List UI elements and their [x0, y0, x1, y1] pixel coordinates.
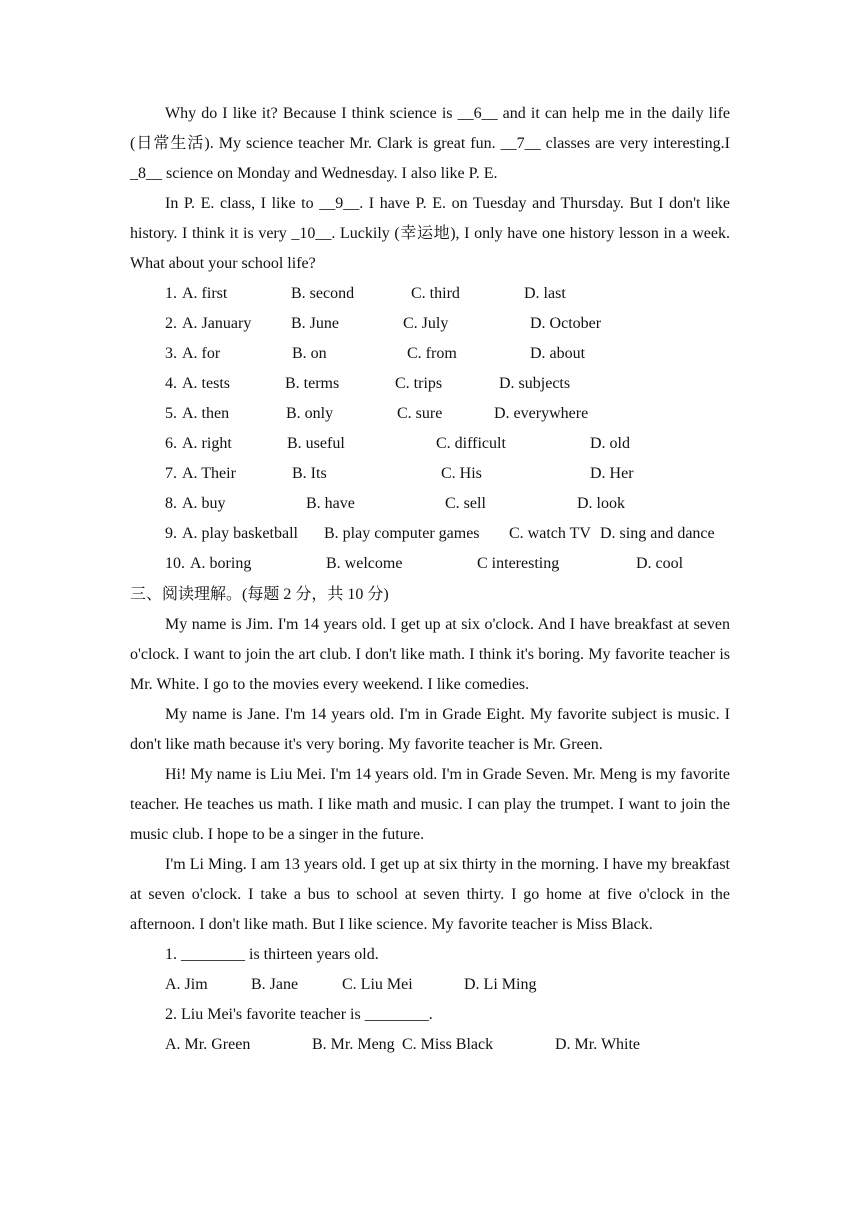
reading-paragraph-jim: My name is Jim. I'm 14 years old. I get up at six o'clock. And I have breakfast at seven o'clock. I want to join the art club. I don't like math. I think it's boring. My favorite teacher is Mr. White. I go to the movies every weekend. I like comedies.: [130, 616, 730, 693]
question-number: 9.: [165, 525, 177, 542]
option-c: C interesting: [477, 555, 560, 572]
option-c: C. Liu Mei: [342, 976, 413, 993]
question-number: 5.: [165, 405, 177, 422]
cloze-question-5: [130, 399, 730, 429]
option-a: A. right: [182, 435, 232, 452]
option-a: A. then: [182, 405, 230, 422]
option-b: B. June: [291, 315, 339, 332]
option-b: B. play computer games: [324, 525, 480, 542]
option-b: B. terms: [285, 375, 340, 392]
option-d: D. sing and dance: [600, 525, 715, 542]
option-b: B. Jane: [251, 976, 299, 993]
cloze-question-1: [130, 279, 730, 309]
option-a: A. first: [182, 285, 228, 302]
option-a: A. for: [182, 345, 221, 362]
option-c: C. sell: [445, 495, 486, 512]
option-b: B. useful: [287, 435, 345, 452]
option-a: A. Jim: [165, 976, 208, 993]
question-number: 2.: [165, 315, 177, 332]
cloze-paragraph-1: Why do I like it? Because I think science is __6__ and it can help me in the daily life (日常生活). My science teacher Mr. Clark is great fun. __7__ classes are very interesting.I _8__ science on Monday and Wednesday. I also like P. E.: [130, 105, 730, 182]
question-number: 1.: [165, 285, 177, 302]
option-a: A. buy: [182, 495, 226, 512]
option-b: B. welcome: [326, 555, 403, 572]
cloze-options: [130, 279, 730, 579]
section-title: 三、阅读理解。: [130, 584, 243, 603]
cloze-question-9: [130, 519, 730, 549]
option-d: D. Her: [590, 465, 634, 482]
cloze-question-4: [130, 369, 730, 399]
reading-paragraph-liu-mei: Hi! My name is Liu Mei. I'm 14 years old. I'm in Grade Seven. Mr. Meng is my favorite teacher. He teaches us math. I like math and music. I can play the trumpet. I want to join the music club. I hope to be a singer in the future.: [130, 766, 730, 843]
question-number: 6.: [165, 435, 177, 452]
option-d: D. Mr. White: [555, 1036, 641, 1053]
option-c: C. His: [441, 465, 482, 482]
option-c: C. watch TV: [509, 525, 591, 542]
option-c: C. difficult: [436, 435, 506, 452]
option-d: D. old: [590, 435, 630, 452]
cloze-paragraph-2: In P. E. class, I like to __9__. I have P. E. on Tuesday and Thursday. But I don't like history. I think it is very _10__. Luckily (幸运地), I only have one history lesson in a week. What about your school life?: [130, 195, 730, 272]
option-a: A. January: [182, 315, 252, 332]
option-a: A. Mr. Green: [165, 1036, 251, 1053]
reading-question-2-options: [130, 1030, 730, 1060]
question-number: 7.: [165, 465, 177, 482]
option-d: D. look: [577, 495, 625, 512]
option-a: A. tests: [182, 375, 230, 392]
option-d: D. everywhere: [494, 405, 589, 422]
question-number: 8.: [165, 495, 177, 512]
cloze-question-3: [130, 339, 730, 369]
option-c: C. July: [403, 315, 449, 332]
option-d: D. subjects: [499, 375, 571, 392]
worksheet-page: [130, 99, 730, 1060]
cloze-question-10: [130, 549, 730, 579]
section-heading: [130, 579, 730, 610]
option-c: C. sure: [397, 405, 443, 422]
option-c: C. Miss Black: [402, 1036, 494, 1053]
question-stem: 1. ________ is thirteen years old.: [165, 946, 379, 963]
option-d: D. Li Ming: [464, 976, 537, 993]
question-number: 4.: [165, 375, 177, 392]
option-b: B. second: [291, 285, 355, 302]
reading-question-2-stem: [130, 1000, 730, 1030]
cloze-question-8: [130, 489, 730, 519]
option-b: B. Its: [292, 465, 327, 482]
option-a: A. play basketball: [182, 525, 298, 542]
option-a: A. boring: [190, 555, 252, 572]
option-b: B. on: [292, 345, 327, 362]
option-d: D. last: [524, 285, 566, 302]
cloze-question-2: [130, 309, 730, 339]
reading-paragraph-li-ming: I'm Li Ming. I am 13 years old. I get up at six thirty in the morning. I have my breakfast at seven o'clock. I take a bus to school at seven thirty. I go home at five o'clock in the afternoon. I don't like math. But I like science. My favorite teacher is Miss Black.: [130, 856, 730, 933]
option-b: B. have: [306, 495, 355, 512]
cloze-question-7: [130, 459, 730, 489]
section-score-note: (每题 2 分，共 10 分): [242, 586, 389, 603]
question-number: 3.: [165, 345, 177, 362]
reading-question-1-stem: [130, 940, 730, 970]
reading-paragraph-jane: My name is Jane. I'm 14 years old. I'm in Grade Eight. My favorite subject is music. I don't like math because it's very boring. My favorite teacher is Mr. Green.: [130, 706, 730, 753]
option-d: D. about: [530, 345, 586, 362]
option-b: B. only: [286, 405, 334, 422]
question-number: 10.: [165, 555, 185, 572]
question-stem: 2. Liu Mei's favorite teacher is ________.: [165, 1006, 433, 1023]
option-c: C. trips: [395, 375, 443, 392]
option-a: A. Their: [182, 465, 236, 482]
option-d: D. October: [530, 315, 602, 332]
cloze-question-6: [130, 429, 730, 459]
option-b: B. Mr. Meng: [312, 1036, 395, 1053]
reading-question-1-options: [130, 970, 730, 1000]
option-c: C. from: [407, 345, 457, 362]
option-c: C. third: [411, 285, 460, 302]
option-d: D. cool: [636, 555, 684, 572]
